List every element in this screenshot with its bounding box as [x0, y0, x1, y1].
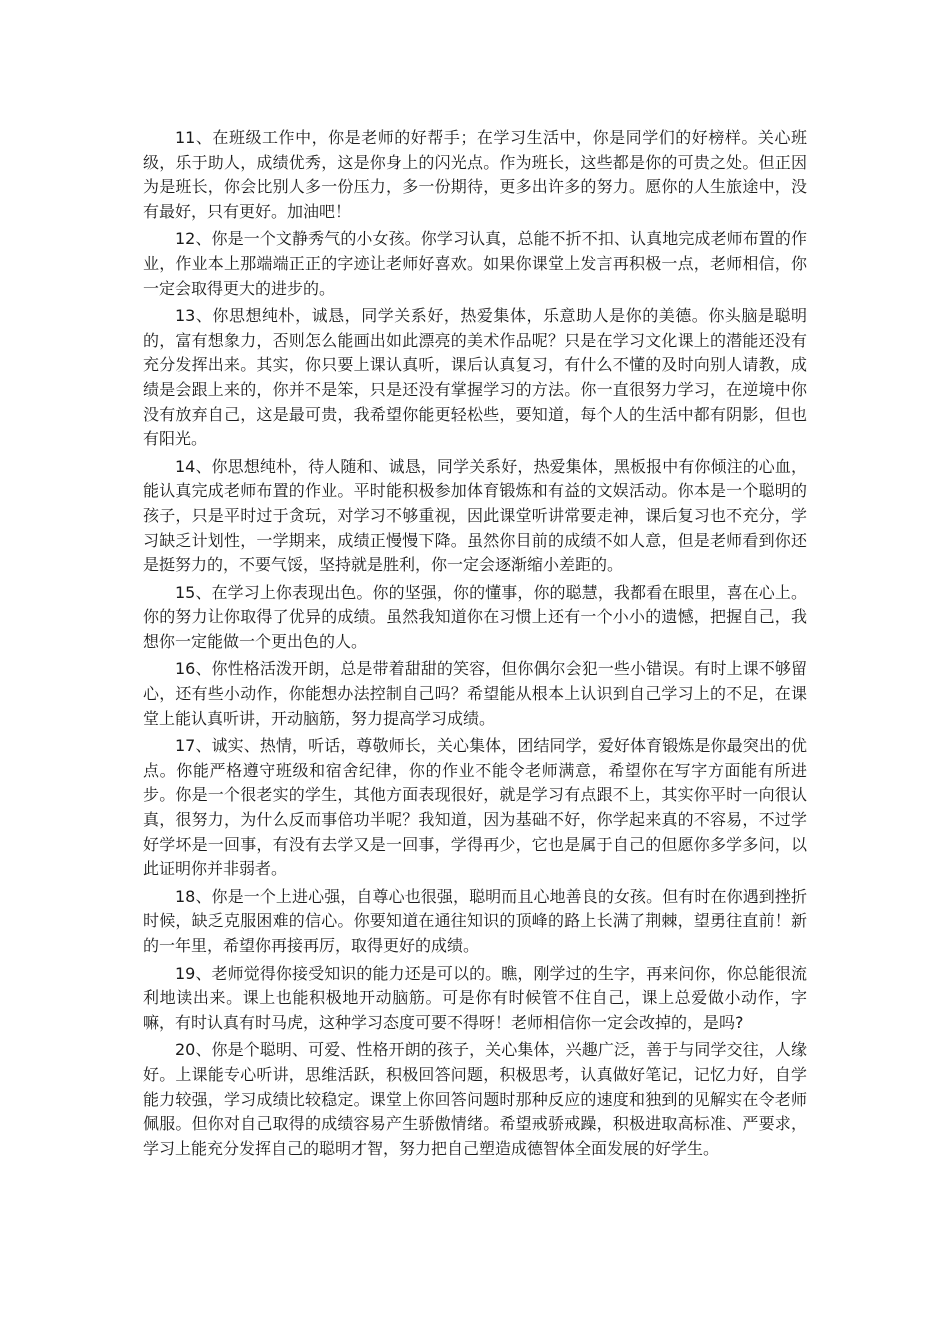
paragraph-11: 11、在班级工作中，你是老师的好帮手；在学习生活中，你是同学们的好榜样。关心班级，乐于助人，成绩优秀，这是你身上的闪光点。作为班长，这些都是你的可贵之处。但正因为是班长，你会比别人多一份压力，多一份期待，更多出许多的努力。愿你的人生旅途中，没有最好，只有更好。加油吧！	[143, 128, 807, 221]
paragraph-16: 16、你性格活泼开朗，总是带着甜甜的笑容，但你偶尔会犯一些小错误。有时上课不够留心，还有些小动作，你能想办法控制自己吗？希望能从根本上认识到自己学习上的不足，在课堂上能认真听讲，开动脑筋，努力提高学习成绩。	[143, 659, 807, 728]
paragraph-14: 14、你思想纯朴，待人随和、诚恳，同学关系好，热爱集体，黑板报中有你倾注的心血，能认真完成老师布置的作业。平时能积极参加体育锻炼和有益的文娱活动。你本是一个聪明的孩子，只是平时过于贪玩，对学习不够重视，因此课堂听讲常要走神，课后复习也不充分，学习缺乏计划性，一学期来，成绩正慢慢下降。虽然你目前的成绩不如人意，但是老师看到你还是挺努力的，不要气馁，坚持就是胜利，你一定会逐渐缩小差距的。	[143, 456, 807, 575]
paragraph-19: 19、老师觉得你接受知识的能力还是可以的。瞧，刚学过的生字，再来问你，你总能很流利地读出来。课上也能积极地开动脑筋。可是你有时候管不住自己，课上总爱做小动作，字嘛，有时认真有时马虎，这种学习态度可要不得呀！老师相信你一定会改掉的，是吗?	[143, 963, 807, 1032]
paragraph-12: 12、你是一个文静秀气的小女孩。你学习认真，总能不折不扣、认真地完成老师布置的作业，作业本上那端端正正的字迹让老师好喜欢。如果你课堂上发言再积极一点，老师相信，你一定会取得更大的进步的。	[143, 229, 807, 298]
paragraph-20: 20、你是个聪明、可爱、性格开朗的孩子，关心集体，兴趣广泛，善于与同学交往，人缘好。上课能专心听讲，思维活跃，积极回答问题，积极思考，认真做好笔记，记忆力好，自学能力较强，学习成绩比较稳定。课堂上你回答问题时那种反应的速度和独到的见解实在令老师佩服。但你对自己取得的成绩容易产生骄傲情绪。希望戒骄戒躁，积极进取高标准、严要求，学习上能充分发挥自己的聪明才智，努力把自己塑造成德智体全面发展的好学生。	[143, 1040, 807, 1158]
paragraph-17: 17、诚实、热情，听话，尊敬师长，关心集体，团结同学，爱好体育锻炼是你最突出的优点。你能严格遵守班级和宿舍纪律，你的作业不能令老师满意，希望你在写字方面能有所进步。你是一个很老实的学生，其他方面表现很好，就是学习有点跟不上，其实你平时一向很认真，很努力，为什么反而事倍功半呢？我知道，因为基础不好，你学起来真的不容易，不过学好学坏是一回事，有没有去学又是一回事，学得再少，它也是属于自己的但愿你多学多问，以此证明你并非弱者。	[143, 736, 807, 879]
paragraph-15: 15、在学习上你表现出色。你的坚强，你的懂事，你的聪慧，我都看在眼里，喜在心上。你的努力让你取得了优异的成绩。虽然我知道你在习惯上还有一个小小的遗憾，把握自己，我想你一定能做一个更出色的人。	[143, 582, 807, 651]
document-body	[143, 126, 807, 1164]
paragraph-13: 13、你思想纯朴，诚恳，同学关系好，热爱集体，乐意助人是你的美德。你头脑是聪明的，富有想象力，否则怎么能画出如此漂亮的美术作品呢？只是在学习文化课上的潜能还没有充分发挥出来。其实，你只要上课认真听，课后认真复习，有什么不懂的及时向别人请教，成绩是会跟上来的，你并不是笨，只是还没有掌握学习的方法。你一直很努力学习，在逆境中你没有放弃自己，这是最可贵，我希望你能更轻松些，要知道，每个人的生活中都有阴影，但也有阳光。	[143, 306, 807, 449]
paragraph-18: 18、你是一个上进心强，自尊心也很强，聪明而且心地善良的女孩。但有时在你遇到挫折时候，缺乏克服困难的信心。你要知道在通往知识的顶峰的路上长满了荆棘，望勇往直前！新的一年里，希望你再接再厉，取得更好的成绩。	[143, 886, 807, 955]
